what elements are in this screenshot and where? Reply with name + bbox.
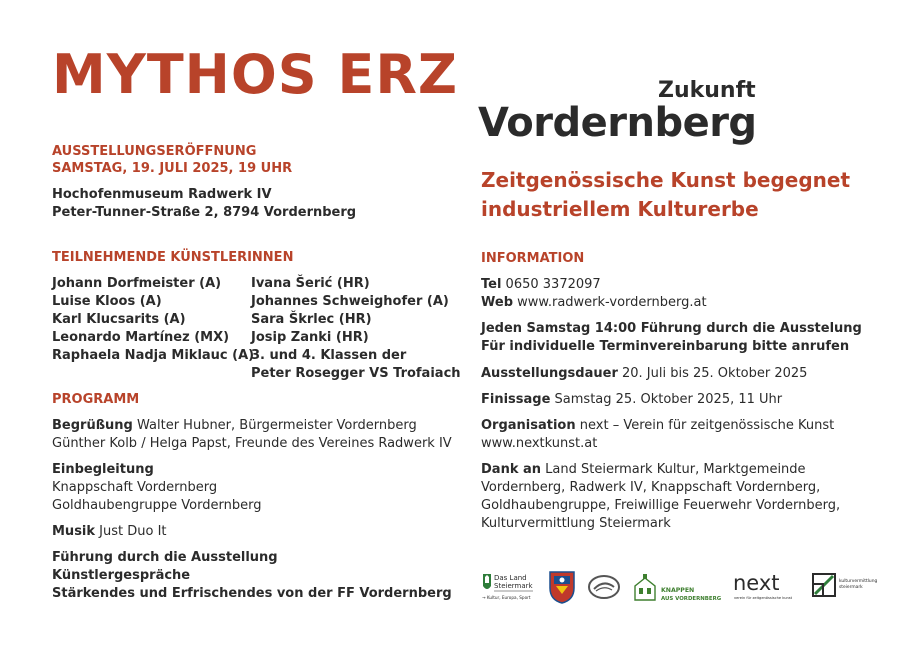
artist-item: Peter Rosegger VS Trofaiach bbox=[251, 366, 461, 381]
thanks-value: Land Steiermark Kultur, Marktgemeinde bbox=[541, 462, 806, 477]
finissage-line bbox=[481, 391, 782, 409]
thanks-line2: Vordernberg, Radwerk IV, Knappschaft Vordernberg, bbox=[481, 480, 821, 495]
programm-heading: PROGRAMM bbox=[52, 392, 140, 407]
opening-heading-line1: AUSSTELLUNGSERÖFFNUNG bbox=[52, 144, 257, 159]
information-heading: INFORMATION bbox=[481, 251, 585, 266]
web-label: Web bbox=[481, 295, 513, 310]
einbegleitung-line1: Knappschaft Vordernberg bbox=[52, 480, 218, 495]
page-title: MYTHOS ERZ bbox=[52, 43, 459, 106]
artists-column-2 bbox=[251, 275, 461, 383]
begruessung-label: Begrüßung bbox=[52, 418, 133, 433]
artists-heading: TEILNEHMENDE KÜNSTLERINNEN bbox=[52, 250, 294, 265]
steiermark-tagline: → Kultur, Europa, Sport bbox=[482, 595, 531, 600]
musik-line bbox=[52, 523, 167, 541]
musik-label: Musik bbox=[52, 524, 96, 539]
artist-item: Leonardo Martínez (MX) bbox=[52, 330, 230, 345]
finissage-label: Finissage bbox=[481, 392, 551, 407]
duration-label: Ausstellungsdauer bbox=[481, 366, 618, 381]
artist-item: Johannes Schweighofer (A) bbox=[251, 294, 449, 309]
einbegleitung-label: Einbegleitung bbox=[52, 462, 154, 477]
closing-line2: Künstlergespräche bbox=[52, 568, 191, 583]
einbegleitung-line2: Goldhaubengruppe Vordernberg bbox=[52, 498, 262, 513]
artist-item: Raphaela Nadja Miklauc (A) bbox=[52, 348, 255, 363]
artist-item: Karl Klucsarits (A) bbox=[52, 312, 186, 327]
kv-line1: kulturvermittlung bbox=[839, 579, 878, 584]
opening-heading-line2: SAMSTAG, 19. JULI 2025, 19 UHR bbox=[52, 161, 293, 176]
knappen-line2: AUS VORDERNBERG bbox=[661, 596, 721, 602]
next-tagline: verein für zeitgenössische kunst bbox=[734, 596, 793, 600]
web-line bbox=[481, 294, 707, 312]
duration-value: 20. Juli bis 25. Oktober 2025 bbox=[617, 366, 808, 381]
thanks-line1 bbox=[481, 461, 806, 479]
thanks-line4: Kulturvermittlung Steiermark bbox=[481, 516, 671, 531]
kulturvermittlung-logo bbox=[811, 570, 881, 604]
finissage-value: Samstag 25. Oktober 2025, 11 Uhr bbox=[550, 392, 783, 407]
begruessung-text: Walter Hubner, Bürgermeister Vordernberg bbox=[132, 418, 417, 433]
duration-line bbox=[481, 365, 807, 383]
knappen-line1: KNAPPEN bbox=[661, 587, 695, 594]
sponsor-logos bbox=[481, 570, 881, 604]
begruessung-line2: Günther Kolb / Helga Papst, Freunde des Vereines Radwerk IV bbox=[52, 436, 452, 451]
brand-vordernberg: Vordernberg bbox=[478, 100, 757, 146]
subtitle-line1: Zeitgenössische Kunst begegnet bbox=[481, 168, 851, 192]
tel-line bbox=[481, 276, 601, 294]
steiermark-logo bbox=[481, 570, 535, 604]
artist-item: Josip Zanki (HR) bbox=[251, 330, 369, 345]
radwerk-logo-icon bbox=[587, 570, 621, 604]
artist-item: Luise Kloos (A) bbox=[52, 294, 162, 309]
tel-value: 0650 3372097 bbox=[501, 277, 601, 292]
artist-item: Sara Škrlec (HR) bbox=[251, 312, 372, 327]
tour-line2: Für individuelle Terminvereinbarung bitte anrufen bbox=[481, 339, 850, 354]
next-word: next bbox=[733, 571, 780, 595]
coat-of-arms-icon bbox=[547, 570, 577, 604]
artist-item: 3. und 4. Klassen der bbox=[251, 348, 407, 363]
knappen-logo bbox=[631, 570, 721, 604]
kv-line2: steiermark bbox=[839, 585, 863, 590]
org-label: Organisation bbox=[481, 418, 576, 433]
brand-zukunft: Zukunft bbox=[658, 78, 756, 103]
org-value: next – Verein für zeitgenössische Kunst bbox=[575, 418, 835, 433]
next-logo bbox=[731, 570, 801, 604]
closing-line3: Stärkendes und Erfrischendes von der FF Vordernberg bbox=[52, 586, 452, 601]
org-line bbox=[481, 417, 834, 435]
artists-column-1 bbox=[52, 275, 254, 365]
artist-item: Johann Dorfmeister (A) bbox=[52, 276, 222, 291]
subtitle-line2: industriellem Kulturerbe bbox=[481, 197, 759, 221]
org-line2: www.nextkunst.at bbox=[481, 436, 598, 451]
begruessung-line1 bbox=[52, 417, 417, 435]
artist-item: Ivana Šerić (HR) bbox=[251, 276, 370, 291]
thanks-label: Dank an bbox=[481, 462, 542, 477]
tour-line1: Jeden Samstag 14:00 Führung durch die Ausstelung bbox=[481, 321, 862, 336]
closing-line1: Führung durch die Ausstellung bbox=[52, 550, 278, 565]
venue-line1: Hochofenmuseum Radwerk IV bbox=[52, 187, 272, 202]
tel-label: Tel bbox=[481, 277, 502, 292]
musik-text: Just Duo It bbox=[95, 524, 167, 539]
venue-line2: Peter-Tunner-Straße 2, 8794 Vordernberg bbox=[52, 205, 357, 220]
subtitle bbox=[481, 166, 850, 224]
steiermark-line2: Steiermark bbox=[494, 582, 533, 590]
thanks-line3: Goldhaubengruppe, Freiwillige Feuerwehr Vordernberg, bbox=[481, 498, 841, 513]
steiermark-line1: Das Land bbox=[494, 574, 527, 582]
web-value: www.radwerk-vordernberg.at bbox=[513, 295, 707, 310]
